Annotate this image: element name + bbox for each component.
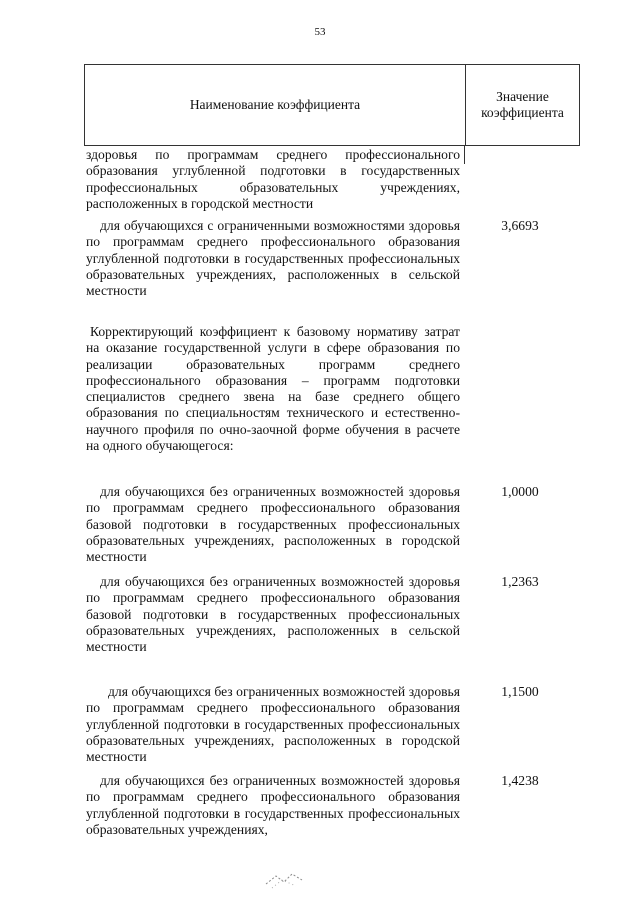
table-row-text: для обучающихся без ограниченных возможностей здоровья по программам среднего профессионального образования базовой подготовки в государственных профессиональных образовательных учреждениях, расположенных в городской местности bbox=[86, 484, 460, 565]
table-row-value: 1,2363 bbox=[501, 574, 539, 589]
table-header bbox=[84, 64, 580, 146]
table-row-text: здоровья по программам среднего профессионального образования углубленной подготовки в государственных профессиональных образовательных учреждениях, расположенных в городской местности bbox=[86, 147, 460, 211]
table-row-value: 1,1500 bbox=[501, 684, 539, 699]
table-row-value: 3,6693 bbox=[501, 218, 539, 233]
column-header-value bbox=[465, 65, 580, 145]
section-heading: Корректирующий коэффициент к базовому нормативу затрат на оказание государственной услуги в сфере образования по реализации образовательных программ среднего профессионального образования – программ подготовки специалистов среднего звена на базе среднего общего образования по специальностям технического и естественно-научного профиля по очно-заочной форме обучения в расчете на одного обучающегося: bbox=[86, 324, 460, 454]
table-row-text: для обучающихся без ограниченных возможностей здоровья по программам среднего профессионального образования базовой подготовки в государственных профессиональных образовательных учреждениях, расположенных в сельской местности bbox=[86, 574, 460, 655]
column-header-value-line1: Значение bbox=[496, 89, 549, 104]
column-header-value-line2: коэффициента bbox=[481, 105, 564, 120]
column-header-name: Наименование коэффициента bbox=[85, 65, 466, 145]
table-row-text: для обучающихся с ограниченными возможностями здоровья по программам среднего профессионального образования углубленной подготовки в государственных профессиональных образовательных учреждениях, расположенных в сельской местности bbox=[86, 218, 460, 299]
page-number: 53 bbox=[314, 26, 326, 38]
scan-mark bbox=[262, 866, 312, 890]
table-row-value: 1,4238 bbox=[501, 773, 539, 788]
column-divider bbox=[464, 146, 465, 164]
table-row-text: для обучающихся без ограниченных возможностей здоровья по программам среднего профессионального образования углубленной подготовки в государственных профессиональных образовательных учреждениях, bbox=[86, 773, 460, 837]
table-row-text: для обучающихся без ограниченных возможностей здоровья по программам среднего профессионального образования углубленной подготовки в государственных профессиональных образовательных учреждениях, расположенных в городской местности bbox=[86, 684, 460, 765]
table-row-value: 1,0000 bbox=[501, 484, 539, 499]
